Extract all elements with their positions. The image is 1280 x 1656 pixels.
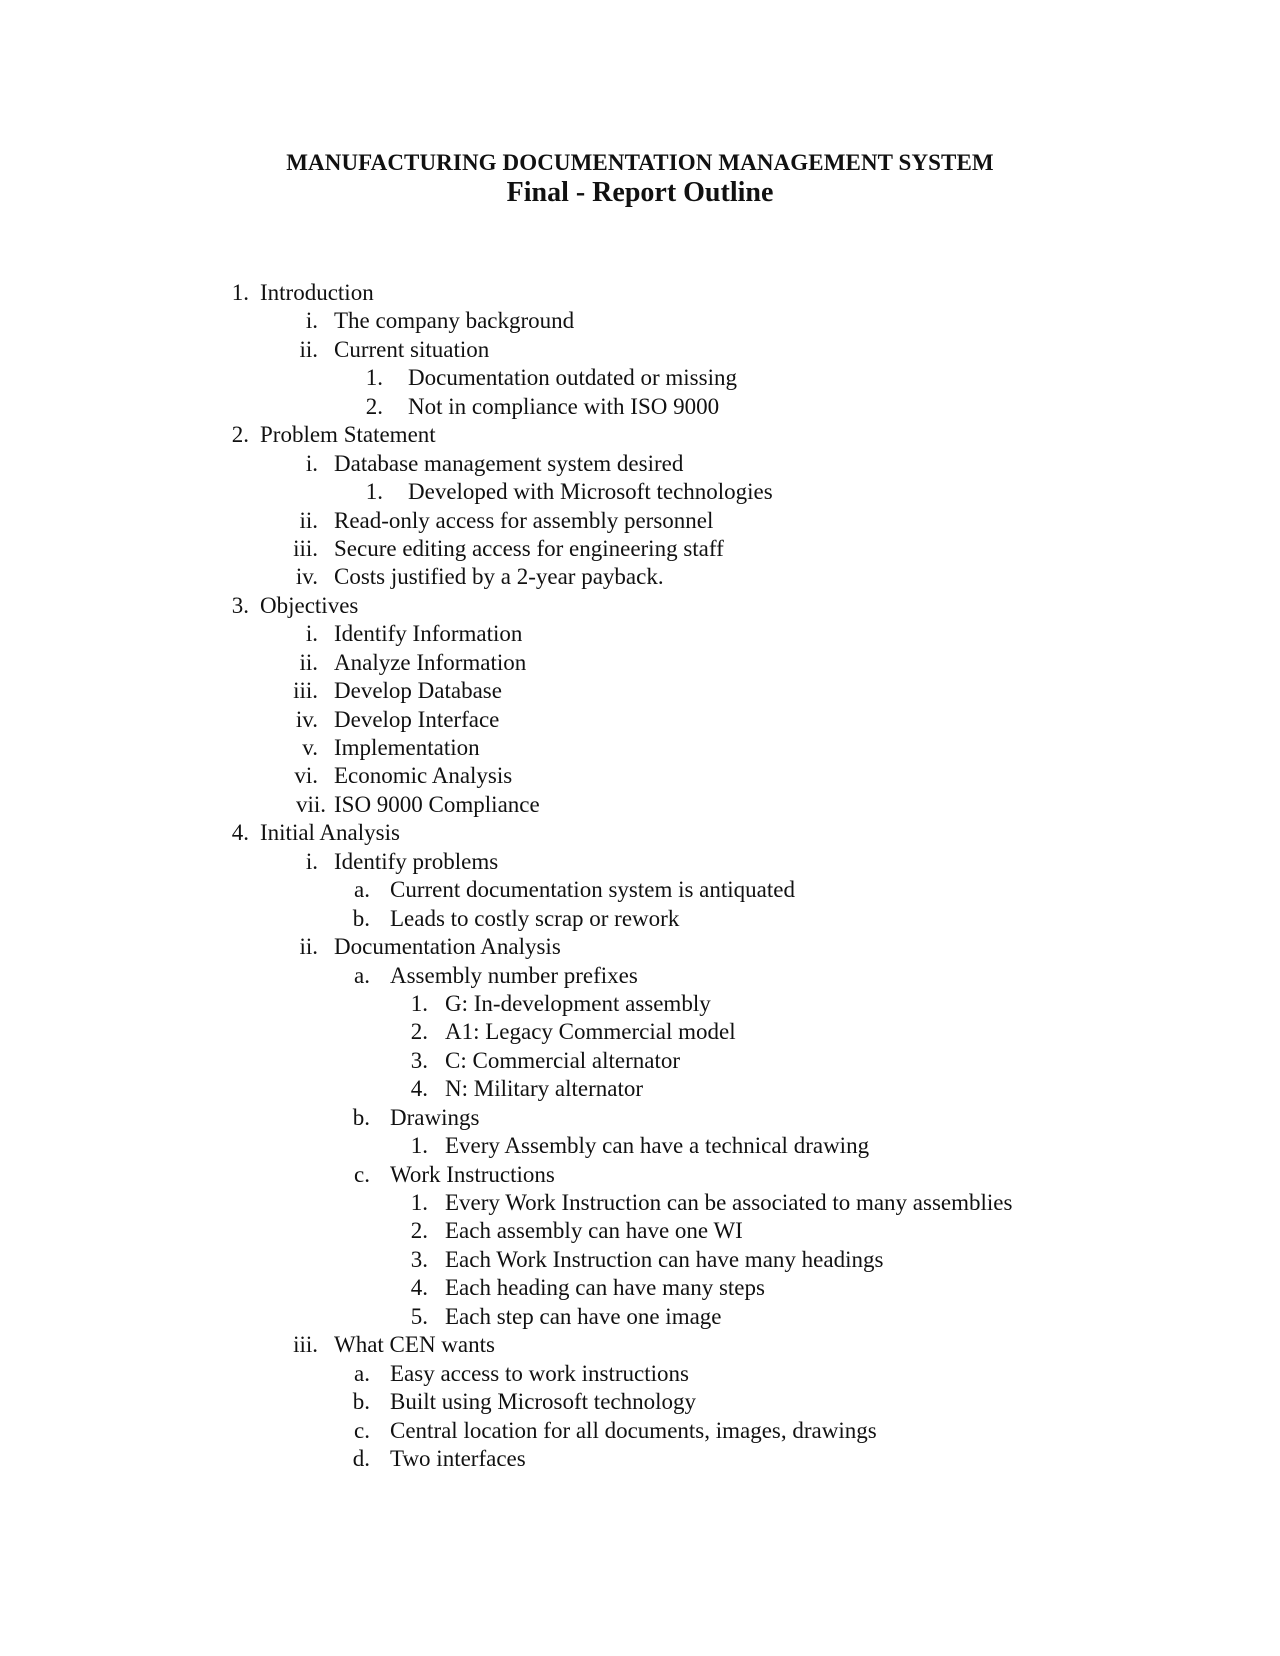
outline-item xyxy=(0,791,1280,819)
outline-item-text: Each Work Instruction can have many headings xyxy=(445,1246,884,1272)
outline-item xyxy=(0,905,1280,933)
outline-item xyxy=(0,649,1280,677)
outline-item xyxy=(0,1388,1280,1416)
outline-item xyxy=(0,279,1280,307)
outline-item-marker: vii. xyxy=(296,791,327,817)
outline-item-text: Developed with Microsoft technologies xyxy=(408,479,773,505)
outline-item-text: Economic Analysis xyxy=(334,763,513,789)
outline-item-text: N: Military alternator xyxy=(445,1076,643,1102)
outline-item-text: Assembly number prefixes xyxy=(390,962,638,988)
outline-item-text: G: In-development assembly xyxy=(445,990,711,1016)
outline-item xyxy=(0,1161,1280,1189)
outline-item-marker: ii. xyxy=(299,934,318,960)
outline-item-marker: 4. xyxy=(410,1275,428,1301)
outline-item-marker: 1. xyxy=(410,1190,428,1215)
outline-item-marker: ii. xyxy=(299,507,318,533)
outline-item-marker: iii. xyxy=(293,535,318,561)
outline-item xyxy=(0,1331,1280,1359)
outline-item-text: Identify Information xyxy=(334,621,523,647)
outline-item-marker: i. xyxy=(305,308,318,334)
outline-item xyxy=(0,592,1280,620)
outline-item-text: Initial Analysis xyxy=(260,820,400,846)
outline-item-text: Drawings xyxy=(390,1104,480,1130)
outline-item-text: Leads to costly scrap or rework xyxy=(390,905,680,931)
outline-item-marker: 5. xyxy=(410,1303,428,1329)
outline-item-text: Develop Database xyxy=(334,678,502,704)
outline-item xyxy=(0,706,1280,734)
outline-item xyxy=(0,876,1280,904)
outline-item-marker: 4. xyxy=(410,1076,428,1102)
outline-item xyxy=(0,990,1280,1018)
outline-item xyxy=(0,1217,1280,1245)
outline-item-marker: c. xyxy=(354,1417,370,1443)
outline-item-marker: ii. xyxy=(299,336,318,362)
outline-item-marker: iv. xyxy=(295,564,318,590)
outline-item xyxy=(0,1132,1280,1160)
outline-item xyxy=(0,677,1280,705)
outline-item-marker: a. xyxy=(354,962,370,988)
outline-item-marker: 1. xyxy=(231,280,249,305)
outline-item xyxy=(0,962,1280,990)
report-title: Final - Report Outline xyxy=(506,177,774,208)
outline-item-marker: v. xyxy=(302,735,318,760)
outline-item-marker: 2. xyxy=(410,1019,428,1045)
outline-item xyxy=(0,933,1280,961)
outline-item xyxy=(0,507,1280,535)
outline-item-text: Each heading can have many steps xyxy=(445,1275,765,1301)
outline-item xyxy=(0,1104,1280,1132)
outline-item-marker: 3. xyxy=(231,592,249,618)
outline-item-marker: 1. xyxy=(410,990,428,1016)
outline-item-marker: 2. xyxy=(410,1218,428,1244)
outline-item-marker: i. xyxy=(305,621,318,647)
outline-item-text: Analyze Information xyxy=(334,649,527,675)
outline-item-text: C: Commercial alternator xyxy=(445,1047,681,1073)
outline-item-marker: a. xyxy=(354,877,370,903)
outline-item xyxy=(0,1274,1280,1302)
outline-item-marker: 3. xyxy=(410,1246,428,1272)
outline-item xyxy=(0,563,1280,591)
outline-item-marker: d. xyxy=(352,1445,370,1471)
outline-item-marker: a. xyxy=(354,1360,370,1386)
outline-item xyxy=(0,1246,1280,1274)
outline-item xyxy=(0,535,1280,563)
outline-item-text: Read-only access for assembly personnel xyxy=(334,507,714,533)
outline-item xyxy=(0,421,1280,449)
outline-item xyxy=(0,450,1280,478)
outline-item-marker: 1. xyxy=(410,1133,428,1159)
outline-item-text: Two interfaces xyxy=(390,1445,526,1471)
outline-item-text: Every Assembly can have a technical drawing xyxy=(445,1133,870,1159)
outline-item-text: The company background xyxy=(334,308,575,334)
outline-item xyxy=(0,762,1280,790)
outline-item-text: Built using Microsoft technology xyxy=(390,1389,697,1415)
outline-item xyxy=(0,1360,1280,1388)
outline-item-text: Develop Interface xyxy=(334,706,500,732)
outline-item-text: Each assembly can have one WI xyxy=(445,1218,743,1244)
outline-item-text: Introduction xyxy=(260,280,374,305)
outline-item-marker: b. xyxy=(352,905,370,931)
outline-item xyxy=(0,1189,1280,1217)
outline-item-text: Each step can have one image xyxy=(445,1303,722,1329)
outline-item-marker: 3. xyxy=(410,1047,428,1073)
outline-item-marker: ii. xyxy=(299,649,318,675)
outline-item-text: ISO 9000 Compliance xyxy=(334,791,540,817)
outline-item-marker: iv. xyxy=(295,706,318,732)
outline-item-marker: 1. xyxy=(365,479,383,505)
outline-item-marker: 1. xyxy=(365,365,383,391)
outline-item-text: Every Work Instruction can be associated to many assemblies xyxy=(445,1190,1013,1215)
outline-item-text: Easy access to work instructions xyxy=(390,1360,689,1386)
outline-item-marker: iii. xyxy=(293,678,318,704)
outline-item-text: Documentation Analysis xyxy=(334,934,561,960)
outline-item-text: Current documentation system is antiquated xyxy=(390,877,795,903)
report-outline xyxy=(0,279,1280,1473)
outline-item-text: Secure editing access for engineering staff xyxy=(334,535,724,561)
outline-item-text: Not in compliance with ISO 9000 xyxy=(408,393,720,419)
outline-item xyxy=(0,1303,1280,1331)
outline-item-text: What CEN wants xyxy=(334,1332,495,1358)
outline-item-text: Objectives xyxy=(260,592,359,618)
outline-item-marker: 4. xyxy=(231,820,249,846)
outline-item-marker: b. xyxy=(352,1104,370,1130)
outline-item-marker: c. xyxy=(354,1161,370,1187)
outline-item-text: Database management system desired xyxy=(334,450,684,476)
outline-item-marker: 2. xyxy=(231,422,249,448)
outline-item-text: A1: Legacy Commercial model xyxy=(445,1019,736,1045)
outline-item xyxy=(0,1018,1280,1046)
outline-item xyxy=(0,1047,1280,1075)
outline-item-text: Implementation xyxy=(334,735,480,760)
outline-item-text: Documentation outdated or missing xyxy=(408,365,737,391)
outline-item-text: Identify problems xyxy=(334,848,499,874)
outline-item-text: Central location for all documents, images, drawings xyxy=(390,1417,877,1443)
outline-item xyxy=(0,1075,1280,1103)
outline-item-marker: i. xyxy=(305,848,318,874)
outline-item xyxy=(0,307,1280,335)
outline-item xyxy=(0,393,1280,421)
outline-item xyxy=(0,478,1280,506)
outline-item-text: Problem Statement xyxy=(260,422,436,448)
outline-item xyxy=(0,336,1280,364)
outline-item-marker: iii. xyxy=(293,1332,318,1358)
system-title: MANUFACTURING DOCUMENTATION MANAGEMENT SYSTEM xyxy=(286,150,994,175)
outline-item-marker: b. xyxy=(352,1389,370,1415)
outline-item xyxy=(0,734,1280,762)
outline-item-text: Work Instructions xyxy=(390,1161,555,1187)
outline-item-marker: 2. xyxy=(365,393,383,419)
outline-item-text: Costs justified by a 2-year payback. xyxy=(334,564,664,590)
outline-item xyxy=(0,848,1280,876)
outline-item xyxy=(0,1445,1280,1473)
outline-item xyxy=(0,819,1280,847)
outline-item-marker: i. xyxy=(305,450,318,476)
outline-item-marker: vi. xyxy=(294,763,318,789)
outline-item xyxy=(0,364,1280,392)
outline-item xyxy=(0,1417,1280,1445)
outline-item-text: Current situation xyxy=(334,336,490,362)
outline-item xyxy=(0,620,1280,648)
